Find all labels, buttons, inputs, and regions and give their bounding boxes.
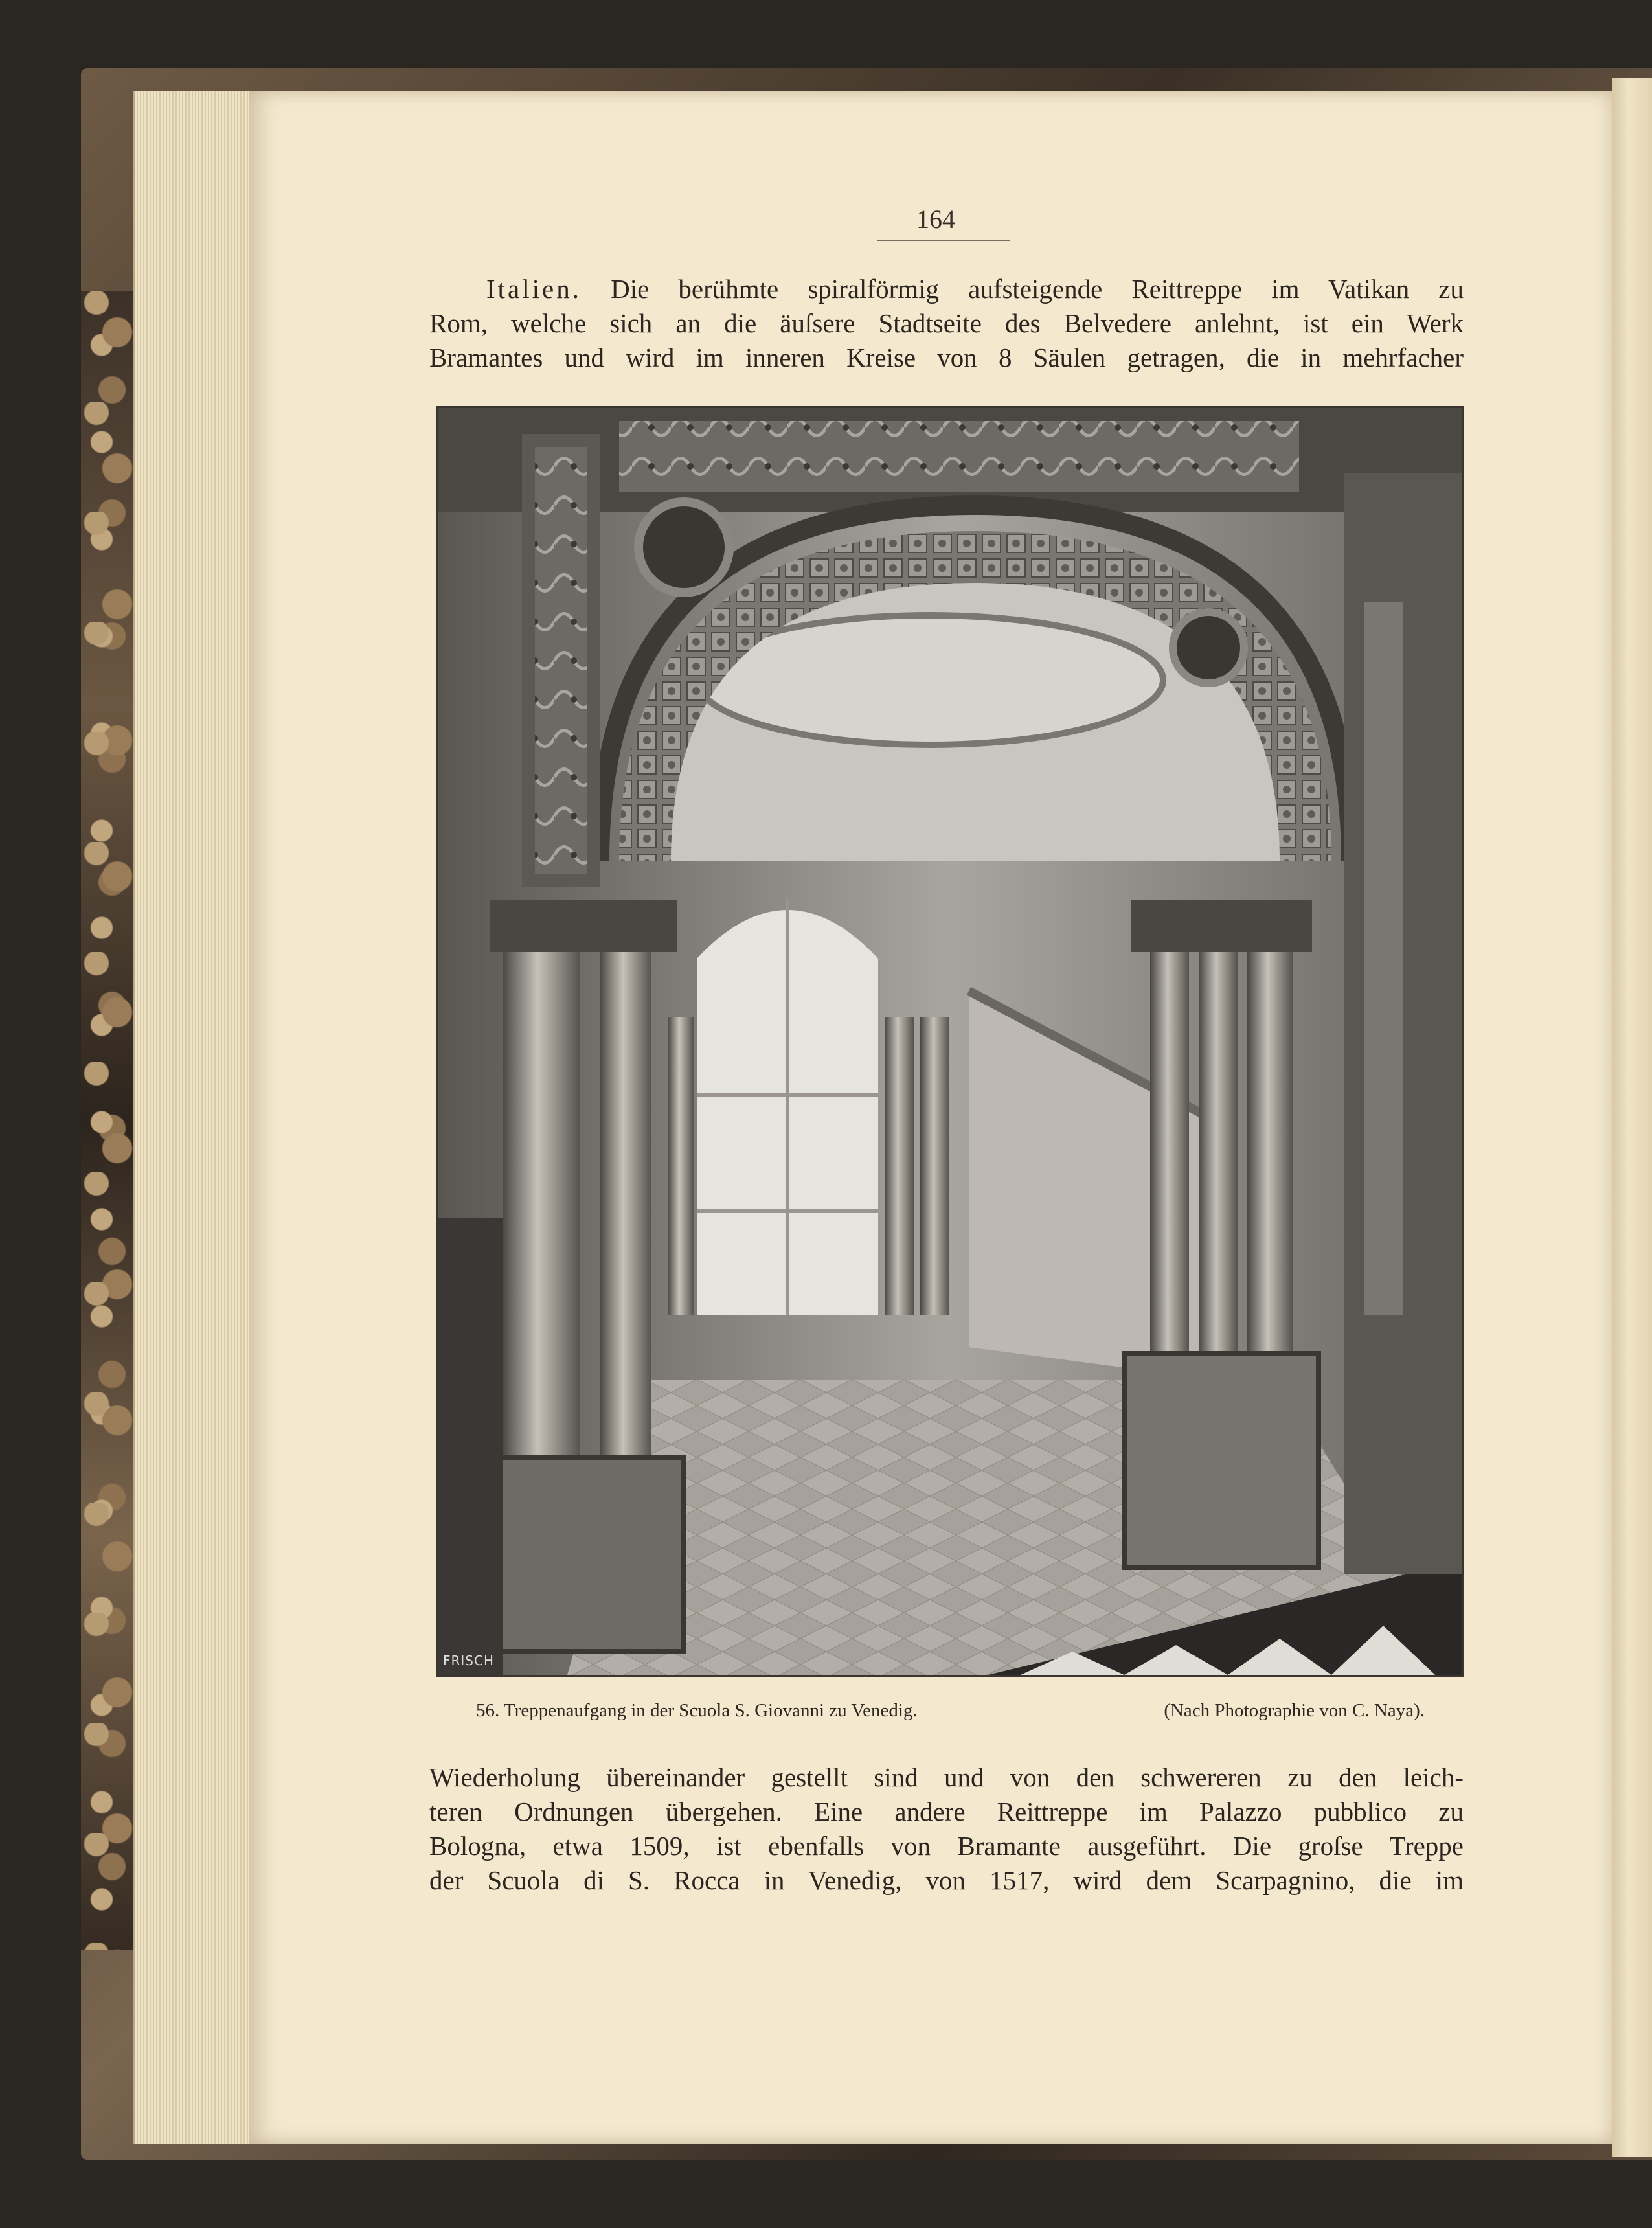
text-line: Rom, welche sich an die äuſsere Stadtseite des Belvedere anlehnt, ist ein Werk (429, 308, 1464, 338)
page-number-rule (877, 240, 1010, 241)
text-line-content: Die berühmte spiralförmig aufsteigende Reittreppe im Vatikan zu (611, 274, 1464, 304)
figure-caption (476, 1700, 1425, 1722)
text-line (429, 272, 1464, 306)
marbled-edge (81, 291, 133, 1950)
text-line: teren Ordnungen übergehen. Eine andere Reittreppe im Palazzo pubblico zu (429, 1797, 1464, 1826)
text-line: der Scuola di S. Rocca in Venedig, von 1517, wird dem Scarpagnino, die im (429, 1865, 1464, 1895)
facing-page-edge (1612, 78, 1652, 2157)
page-stack-edge (133, 91, 251, 2144)
text-line: Bologna, etwa 1509, ist ebenfalls von Bramante ausgeführt. Die groſse Treppe (429, 1831, 1464, 1861)
arcade-picture (438, 408, 1462, 1675)
caption-credit: (Nach Photographie von C. Naya). (1164, 1700, 1425, 1721)
page-number: 164 (916, 205, 955, 234)
artist-signature: FRISCH (443, 1653, 494, 1668)
engraving-illustration (436, 406, 1464, 1677)
text-line: Wiederholung übereinander gestellt sind und von den schwereren zu den leich- (429, 1762, 1464, 1792)
top-paragraph (429, 272, 1464, 375)
bottom-paragraph (429, 1760, 1464, 1898)
text-line: Bramantes und wird im inneren Kreise von 8 Säulen getragen, die in mehrfacher (429, 343, 1464, 372)
caption-title: 56. Treppenaufgang in der Scuola S. Giovanni zu Venedig. (476, 1700, 918, 1721)
lead-word: Italien. (486, 274, 582, 304)
